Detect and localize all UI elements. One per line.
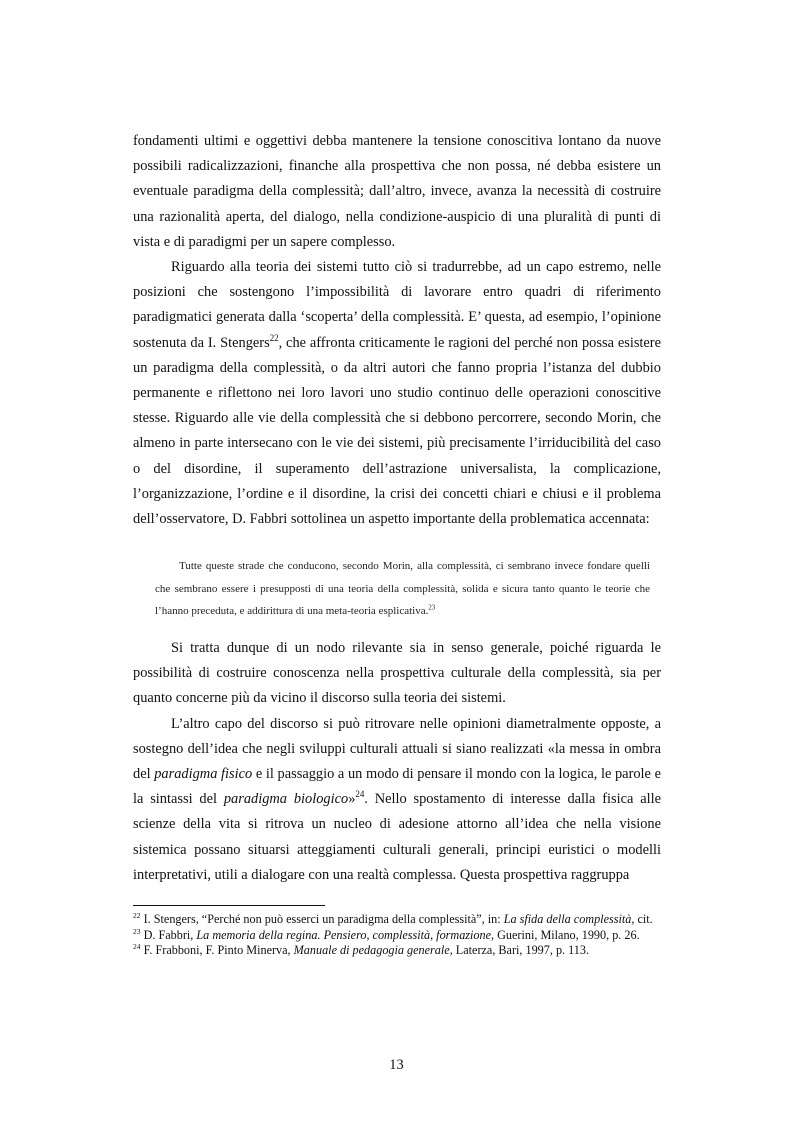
footnote-22-tail: , cit.	[631, 912, 653, 926]
footnote-24-title: Manuale di pedagogia generale	[293, 943, 450, 958]
paragraph-4-emphasis-biological: paradigma biologico	[223, 791, 349, 808]
footnote-separator	[133, 905, 325, 906]
footnote-ref-23[interactable]: 23	[428, 604, 436, 612]
body-text-bottom	[133, 636, 661, 888]
footnote-23-tail: , Guerini, Milano, 1990, p. 26.	[491, 927, 640, 942]
quote-text: Tutte queste strade che conducono, secondo Morin, alla complessità, ci sembrano invece fondare quelli che sembrano essere i presupposti di una teoria della complessità, solida e sicura tanto quanto le teorie che l’hanno preceduta, e addirittura di una meta-teoria esplicativa.	[155, 560, 650, 617]
footnote-22-number: 22	[133, 910, 141, 920]
footnote-22-text: I. Stengers, “Perché non può esserci un paradigma della complessità”, in:	[140, 912, 504, 926]
footnote-22	[133, 912, 661, 928]
paragraph-4-part-b: e il passaggio a un modo di pensare il mondo con la logica, le parole e la sintassi del	[133, 766, 661, 808]
footnote-24-number: 24	[133, 942, 141, 952]
footnote-ref-22[interactable]: 22	[269, 332, 279, 343]
footnote-24-text: F. Frabboni, F. Pinto Minerva,	[140, 943, 294, 958]
footnote-23-title: La memoria della regina. Pensiero, complessità, formazione	[196, 927, 492, 942]
paragraph-1: fondamenti ultimi e oggettivi debba mantenere la tensione conoscitiva lontano da nuove possibili radicalizzazioni, finanche alla prospettiva che non possa, né debba esistere un eventuale paradigma della complessità; dall’altro, invece, avanza la necessità di costruire una razionalità aperta, del dialogo, nella condizione-auspicio di una pluralità di punti di vista e di paradigmi per un sapere complesso.	[133, 133, 661, 250]
paragraph-2-start: Riguardo alla teoria dei sistemi tutto ciò si tradurrebbe, ad un capo estremo, nelle posizioni che sostengono l’impossibilità di lavorare entro quadri di riferimento paradigmatici generata dalla ‘scoperta’ della complessità. E’ questa, ad esempio, l’opinione sostenuta da I. Stengers	[133, 259, 661, 351]
footnote-24	[133, 943, 661, 959]
footnotes	[133, 912, 661, 959]
footnote-23-text: D. Fabbri,	[140, 927, 197, 942]
footnote-ref-24[interactable]: 24	[355, 789, 365, 800]
footnote-23	[133, 928, 661, 944]
paragraph-3: Si tratta dunque di un nodo rilevante sia in senso generale, poiché riguarda le possibilità di costruire conoscenza nella prospettiva culturale della complessità, sia per quanto concerne più da vicino il discorso sulla teoria dei sistemi.	[133, 640, 661, 707]
paragraph-2	[133, 255, 661, 532]
paragraph-4-emphasis-physical: paradigma fisico	[154, 766, 253, 783]
paragraph-4-part-d: . Nello spostamento di interesse dalla fisica alle scienze della vita si ritrova un nucleo di adesione attorno all’idea che nella visione sistemica possano situarsi atteggiamenti culturali generali, principi euristici o modelli interpretativi, utili a dialogare con una realtà complessa. Questa prospettiva raggruppa	[133, 791, 662, 883]
paragraph-4-part-a: L’altro capo del discorso si può ritrovare nelle opinioni diametralmente opposte, a sostegno dell’idea che negli sviluppi culturali attuali si siano realizzati «la messa in ombra del	[133, 715, 661, 783]
block-quote	[155, 555, 650, 623]
page-number: 13	[389, 1057, 404, 1073]
footnote-23-number: 23	[133, 926, 141, 936]
paragraph-4-part-c: »	[348, 791, 356, 808]
paragraph-4	[133, 712, 661, 888]
body-text-top	[133, 129, 661, 532]
paragraph-2-end: , che affronta criticamente le ragioni del perché non possa esistere un paradigma della complessità, o da altri autori che fanno propria l’istanza del dubbio permanente e riflettono nei loro lavori uno studio continuo delle operazioni conoscitive stesse. Riguardo alle vie della complessità che si debbono percorrere, secondo Morin, che almeno in parte intersecano con le vie dei sistemi, più precisamente l’irriducibilità del caso o del disordine, il superamento dell’astrazione universalista, la complicazione, l’organizzazione, l’ordine e il disordine, la crisi dei concetti chiari e chiusi e il problema dell’osservatore, D. Fabbri sottolinea un aspetto importante della problematica accennata:	[133, 334, 661, 528]
footnote-22-title: La sfida della complessità	[503, 912, 632, 926]
footnote-24-tail: , Laterza, Bari, 1997, p. 113.	[449, 943, 590, 958]
